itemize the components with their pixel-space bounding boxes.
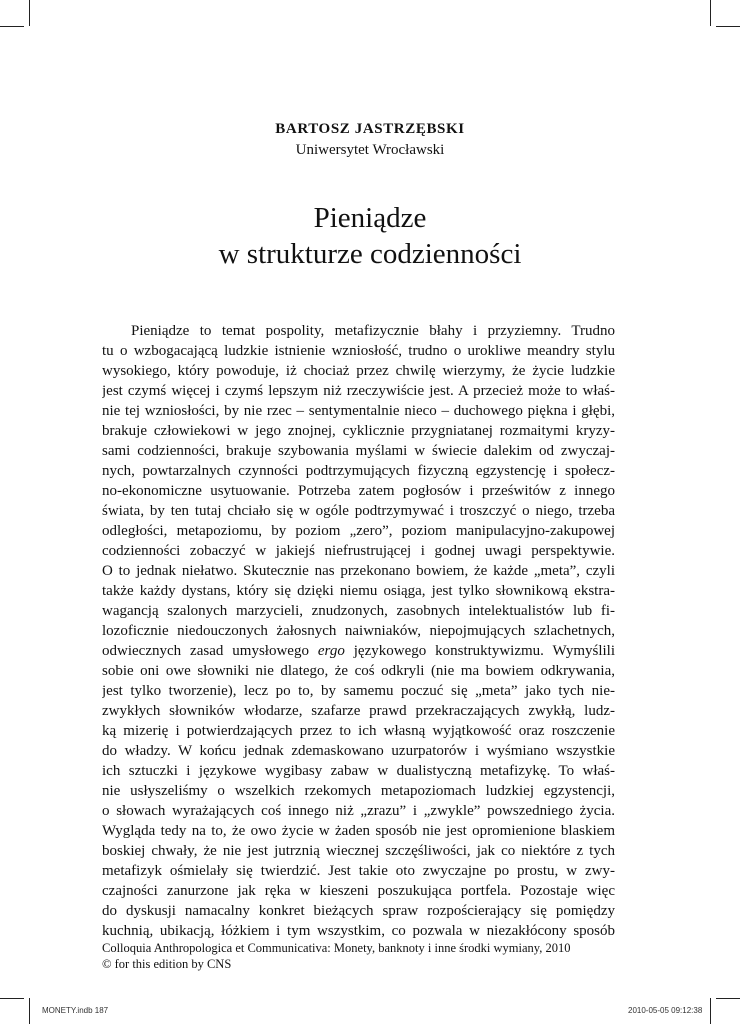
footer-copyright: © for this edition by CNS [102, 957, 232, 971]
body-line-with-italic [102, 641, 615, 661]
body-line: do dyskusji namacalny konkret bieżących spraw rozpościerający się pomiędzy [102, 903, 615, 919]
body-text: odwiecznych zasad umysłowego [102, 643, 318, 659]
body-line: sami codzienności, brakuje szybowania myślami w świecie dalekim od zwyczaj- [102, 443, 615, 459]
body-line: zwykłych słowników włodarze, szafarze prawd przekraczających zwykłą, ludz- [102, 703, 615, 719]
body-line: czajności zanurzone jak ręka w kieszeni poszukująca portfela. Pozostaje więc [102, 883, 615, 899]
body-line: o słowach wyrażających coś innego niż „zrazu” i „zwykle” powszedniego życia. [102, 803, 615, 819]
body-line: no-ekonomiczne usytuowanie. Potrzeba zatem pogłosów i prześwitów z innego [102, 483, 615, 499]
italic-word: ergo [317, 643, 345, 659]
crop-mark [0, 998, 24, 999]
article-body [102, 321, 615, 941]
body-line: boskiej chwały, że nie jest jutrznią wiecznej szczęśliwości, jak co niektóre z tych [102, 843, 615, 859]
body-line: świata, by ten tutaj chciało się w ogóle podtrzymywać i troszczyć o niego, trzeba [102, 503, 615, 519]
article-title [0, 200, 740, 272]
footer-citation: Colloquia Anthropologica et Communicativa: Monety, banknoty i inne środki wymiany, 2010 [102, 941, 571, 955]
body-line: brakuje człowiekowi w jego znojnej, cyklicznie przygniatanej rozmaitymi kryzy- [102, 423, 615, 439]
crop-mark [29, 0, 30, 26]
body-line: do władzy. W końcu jednak zdemaskowano uzurpatorów i wyśmiano wszystkie [102, 743, 615, 759]
body-line: jest czymś więcej i czymś lepszym niż rzeczywiście jest. A przecież może to właś- [102, 383, 615, 399]
body-text: językowego konstruktywizmu. Wymyślili [344, 643, 615, 659]
crop-mark [710, 0, 711, 26]
author-name: BARTOSZ JASTRZĘBSKI [275, 121, 465, 137]
body-line: lozoficznie niedouczonych żałosnych naiwniaków, niepojmujących szlachetnych, [102, 623, 615, 639]
body-line: metafizyk ośmielały się twierdzić. Jest takie oto zwyczajne po prostu, w zwy- [102, 863, 615, 879]
body-line: ich sztuczki i językowe wygibasy zabaw w dualistyczną metafizykę. To właś- [102, 763, 615, 779]
author-affiliation: Uniwersytet Wrocławski [295, 142, 445, 158]
crop-mark [716, 26, 740, 27]
body-line: nie tej wzniosłości, by nie rzec – sentymentalnie nieco – duchowego piękna i głębi, [102, 403, 615, 419]
body-line: nie usłyszeliśmy o wszelkich rzekomych metapoziomach ludzkiej egzystencji, [102, 783, 615, 799]
body-line: sobie oni owe słowniki nie dlatego, że coś odkryli (nie ma bowiem odkrywania, [102, 663, 615, 679]
crop-mark [710, 998, 711, 1024]
body-line: codzienności zobaczyć w jakiejś niefrustrującej i godnej uwagi perspektywie. [102, 543, 615, 559]
body-line: odległości, metapoziomu, by poziom „zero”, poziom manipulacyjno-zakupowej [102, 523, 615, 539]
crop-mark [29, 998, 30, 1024]
body-line: Pieniądze to temat pospolity, metafizycznie błahy i przyziemny. Trudno [131, 323, 615, 339]
title-line-1: Pieniądze [313, 202, 427, 234]
body-line: ką mizerię i potwierdzających przez to ich własną wyjątkowość oraz roszczenie [102, 723, 615, 739]
body-line: kuchnią, ubikacją, łóżkiem i tym wszystkim, co pozwala w niezakłócony sposób [102, 923, 615, 939]
body-line: wysokiego, który powoduje, iż chociaż przez chwilę wierzymy, że życie ludzkie [102, 363, 615, 379]
body-line: O to jednak niełatwo. Skutecznie nas przekonano bowiem, że każde „meta”, czyli [102, 563, 615, 579]
body-line: jest tylko tworzenie), lecz po to, by samemu poczuć się „meta” jako tych nie- [102, 683, 615, 699]
body-line: nych, powtarzalnych czynności podtrzymujących fizyczną egzystencję i społecz- [102, 463, 615, 479]
body-line: Wygląda tedy na to, że owo życie w żaden sposób nie jest opromienione blaskiem [102, 823, 615, 839]
body-line: tu o wzbogacającą ludzkie istnienie wzniosłość, trudno o urokliwe meandry stylu [102, 343, 615, 359]
body-line: także każdy dystans, który się dzięki niemu osiąga, jest tylko słownikową ekstra- [102, 583, 615, 599]
print-slug-timestamp: 2010-05-05 09:12:38 [628, 1006, 703, 1015]
footer-note [102, 940, 570, 972]
print-slug-file: MONETY.indb 187 [42, 1006, 109, 1015]
crop-mark [716, 998, 740, 999]
title-line-2: w strukturze codzienności [218, 238, 522, 270]
crop-mark [0, 26, 24, 27]
body-line: wagancją szalonych marzycieli, znudzonych, zasobnych intelektualistów lub fi- [102, 603, 615, 619]
